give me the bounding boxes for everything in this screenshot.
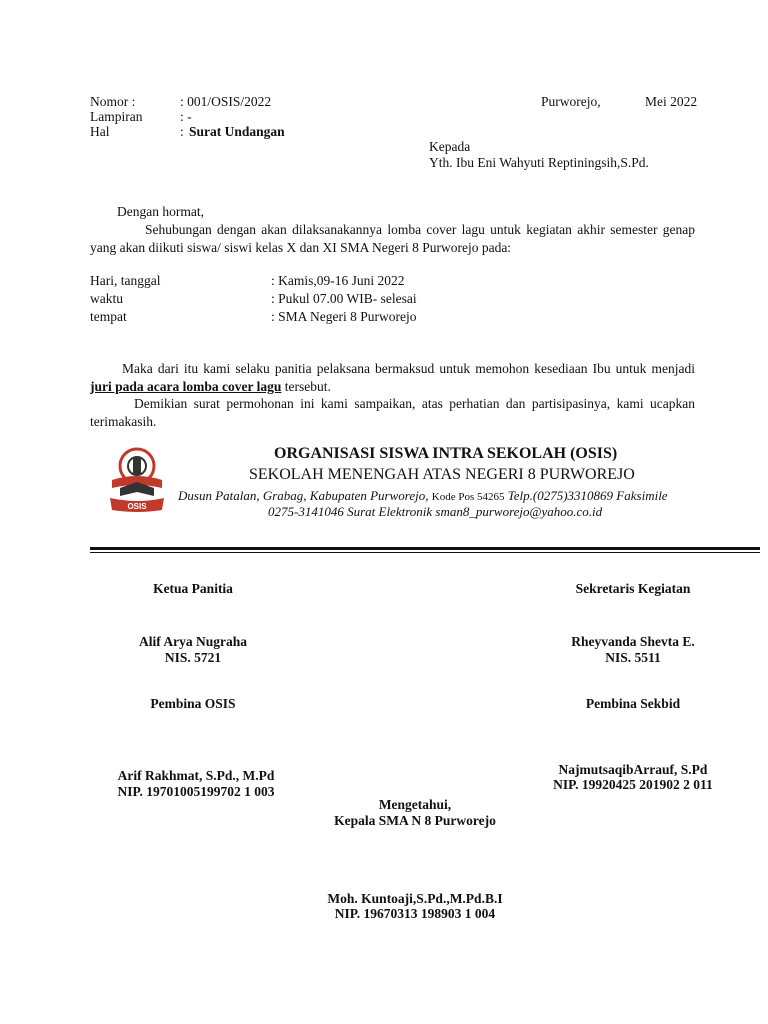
paragraph-3: Demikian surat permohonan ini kami sampaikan, atas perhatian dan partisipasinya, kami ucapkan terimakasih. [90, 396, 695, 429]
postal-code: Kode Pos 54265 [431, 491, 505, 503]
lampiran-label: Lampiran [90, 109, 143, 124]
greeting: Dengan hormat, [117, 204, 204, 219]
address-phone: Telp.(0275)3310869 Faksimile [507, 488, 668, 503]
letterhead-rule-thick [90, 547, 760, 550]
letter-place: Purworejo, [541, 94, 601, 109]
logo-text: OSIS [127, 502, 147, 511]
sekretaris-title: Sekretaris Kegiatan [575, 581, 691, 596]
ketua-id: NIS. 5721 [164, 650, 222, 665]
detail-label: tempat [90, 309, 127, 324]
letter-date: Mei 2022 [645, 94, 698, 109]
school-contact: 0275-3141046 Surat Elektronik sman8_purworejo@yahoo.co.id [268, 504, 603, 519]
paragraph-2-text: Maka dari itu kami selaku panitia pelaksana bermaksud untuk memohon kesediaan Ibu untuk menjadi [122, 361, 695, 376]
school-name: SEKOLAH MENENGAH ATAS NEGERI 8 PURWOREJO [249, 466, 635, 483]
paragraph-2-emphasis: juri pada acara lomba cover lagu [90, 378, 282, 394]
pembina-sekbid-id: NIP. 19920425 201902 2 011 [553, 777, 713, 792]
ketua-name: Alif Arya Nugraha [139, 634, 247, 649]
pembina-sekbid-name: NajmutsaqibArrauf, S.Pd [558, 762, 708, 777]
hal-label: Hal [90, 124, 110, 139]
ketua-title: Ketua Panitia [153, 581, 233, 596]
paragraph-1: Sehubungan dengan akan dilaksanakannya lomba cover lagu untuk kegiatan akhir semester genap yang akan diikuti siswa/ siswi kelas X dan XI SMA Negeri 8 Purworejo pada: [90, 222, 695, 255]
detail-label: waktu [90, 291, 123, 306]
lampiran-value: : - [180, 109, 192, 124]
pembina-osis-id: NIP. 19701005199702 1 003 [117, 784, 275, 799]
detail-value: : Pukul 07.00 WIB- selesai [271, 291, 417, 306]
address-part: Dusun Patalan, Grabag, Kabupaten Purworejo, [178, 488, 429, 503]
sekretaris-id: NIS. 5511 [605, 650, 661, 665]
kepala-name: Moh. Kuntoaji,S.Pd.,M.Pd.B.I [327, 891, 503, 906]
pembina-osis-title: Pembina OSIS [150, 696, 236, 711]
paragraph-2-end: tersebut. [284, 378, 331, 394]
org-name: ORGANISASI SISWA INTRA SEKOLAH (OSIS) [274, 445, 618, 462]
osis-logo [106, 444, 168, 514]
paragraph-2 [90, 360, 695, 395]
recipient-name: Yth. Ibu Eni Wahyuti Reptiningsih,S.Pd. [429, 155, 649, 170]
mengetahui-label: Mengetahui, [378, 797, 452, 812]
school-address [178, 488, 668, 504]
sekretaris-name: Rheyvanda Shevta E. [571, 634, 695, 649]
detail-label: Hari, tanggal [90, 273, 161, 288]
detail-value: : SMA Negeri 8 Purworejo [271, 309, 417, 324]
hal-colon: : [180, 124, 184, 139]
hal-value: Surat Undangan [189, 124, 285, 139]
kepala-id: NIP. 19670313 198903 1 004 [334, 906, 496, 921]
pembina-sekbid-title: Pembina Sekbid [585, 696, 681, 711]
kepala-title: Kepala SMA N 8 Purworejo [334, 813, 496, 828]
detail-value: : Kamis,09-16 Juni 2022 [271, 273, 405, 288]
pembina-osis-name: Arif Rakhmat, S.Pd., M.Pd [117, 768, 275, 783]
recipient-kepada: Kepada [429, 139, 471, 154]
nomor-value: : 001/OSIS/2022 [180, 94, 272, 109]
letterhead-rule-thin [90, 552, 760, 553]
nomor-label: Nomor : [90, 94, 136, 109]
